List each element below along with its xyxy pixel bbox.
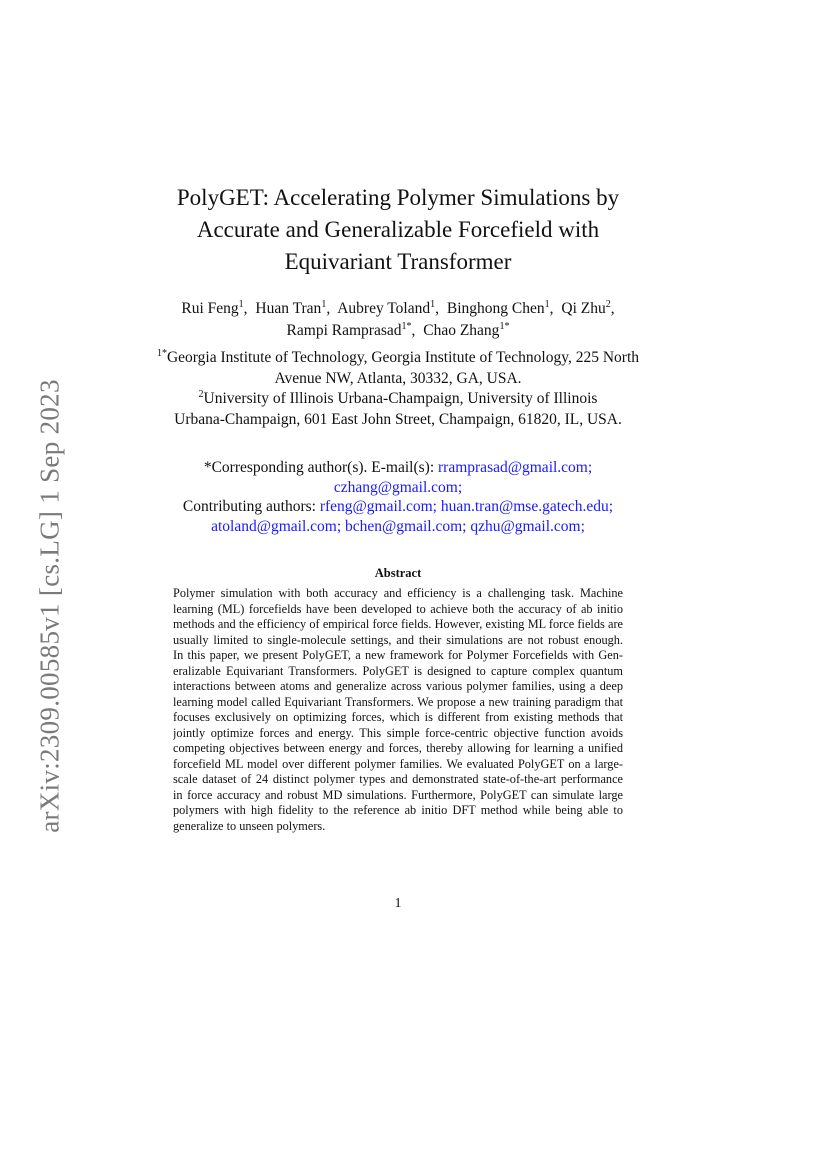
abstract-line: In this paper, we present PolyGET, a new framework for Polymer Forcefields with Gen-: [173, 648, 623, 662]
affiliation-line: $^{1*}$Georgia Institute of Technology, Georgia Institute of Technology, 225 North: [156, 348, 640, 366]
email-link-rfeng[interactable]: rfeng@gmail.com;: [319, 498, 437, 515]
title-line: Accurate and Generalizable Forcefield with: [196, 217, 600, 242]
affiliations: [120, 348, 676, 430]
author-rui-feng: Rui Feng$^1$: [181, 299, 244, 317]
abstract-line: learning (ML) forcefields have been developed to achieve both the accuracy of ab initio: [173, 601, 623, 616]
title-line: Equivariant Transformer: [284, 249, 512, 274]
page-number: 1: [394, 896, 402, 911]
author-binghong-chen: Binghong Chen$^1$: [446, 299, 550, 317]
abstract-text: [173, 586, 623, 834]
paper-title: [120, 182, 676, 278]
contributing-label: Contributing authors:: [182, 498, 316, 515]
abstract-line: competing objectives between energy and forces, thereby allowing for learning a unified: [173, 741, 623, 755]
abstract-line: Polymer simulation with both accuracy and efficiency is a challenging task. Machine: [173, 586, 623, 600]
abstract-heading: Abstract: [374, 566, 422, 580]
author-list: [120, 298, 676, 342]
author-huan-tran: Huan Tran$^1$: [255, 299, 327, 317]
contact-line: [120, 478, 676, 498]
email-link-rramprasad[interactable]: rramprasad@gmail.com;: [438, 459, 593, 476]
abstract-line: in force accuracy and robust MD simulations. Furthermore, PolyGET can simulate large: [173, 787, 623, 802]
abstract-line: scale dataset of 24 distinct polymer types and demonstrated state-of-the-art performance: [173, 772, 623, 786]
title-line: PolyGET: Accelerating Polymer Simulations by: [176, 185, 620, 210]
author-aubrey-toland: Aubrey Toland$^1$: [337, 299, 436, 317]
abstract-line: polymers with high fidelity to the reference ab initio DFT method while being able to: [173, 803, 623, 817]
author-chao-zhang: Chao Zhang$^{1*}$: [423, 321, 510, 339]
email-link-qzhu[interactable]: qzhu@gmail.com;: [470, 517, 585, 535]
abstract-line: interactions between atoms and generalize across various polymer families, using a deep: [173, 679, 623, 693]
corresponding-label: *Corresponding author(s). E-mail(s):: [203, 459, 435, 476]
affiliation-line: Urbana-Champaign, 601 East John Street, Champaign, 61820, IL, USA.: [174, 410, 622, 428]
contact-line: [120, 517, 676, 537]
author-line: Rampi Ramprasad$^{1*}$, Chao Zhang$^{1*}$: [286, 321, 510, 339]
affiliation-line: $^2$University of Illinois Urbana-Champaign, University of Illinois: [198, 389, 598, 407]
contact-line: [120, 458, 676, 478]
author-qi-zhu: Qi Zhu$^2$: [561, 299, 611, 317]
abstract-line: eralizable Equivariant Transformers. PolyGET is designed to capture complex quantum: [173, 663, 623, 678]
abstract-line: learning model called Equivariant Transformers. We propose a new training paradigm that: [173, 694, 623, 709]
email-link-huan-tran[interactable]: huan.tran@mse.gatech.edu;: [440, 498, 614, 515]
email-link-czhang[interactable]: czhang@gmail.com;: [333, 478, 463, 496]
arxiv-identifier: arXiv:2309.00585v1 [cs.LG] 1 Sep 2023: [34, 379, 65, 833]
contact-emails: [120, 458, 676, 536]
email-link-atoland[interactable]: atoland@gmail.com;: [211, 517, 342, 535]
author-rampi-ramprasad: Rampi Ramprasad$^{1*}$: [286, 321, 412, 339]
contact-line: [120, 497, 676, 517]
affiliation-line: Avenue NW, Atlanta, 30332, GA, USA.: [274, 369, 522, 387]
abstract-line: forcefield ML model over different polymer families. We evaluated PolyGET on a large-: [173, 756, 623, 771]
abstract-line: generalize to unseen polymers.: [173, 818, 326, 833]
abstract-line: focuses exclusively on optimizing forces, which is different from existing methods that: [173, 710, 623, 724]
author-line: Rui Feng$^1$, Huan Tran$^1$, Aubrey Toland$^1$, Binghong Chen$^1$, Qi Zhu$^2$,: [181, 299, 615, 317]
abstract-line: jointly optimize forces and energy. This simple force-centric objective function avoids: [173, 725, 623, 740]
abstract-line: usually limited to single-molecule settings, and their simulations are not robust enough.: [173, 632, 623, 647]
email-link-bchen[interactable]: bchen@gmail.com;: [345, 517, 467, 535]
abstract-line: methods and the efficiency of empirical force fields. However, existing ML force fields are: [173, 617, 623, 631]
